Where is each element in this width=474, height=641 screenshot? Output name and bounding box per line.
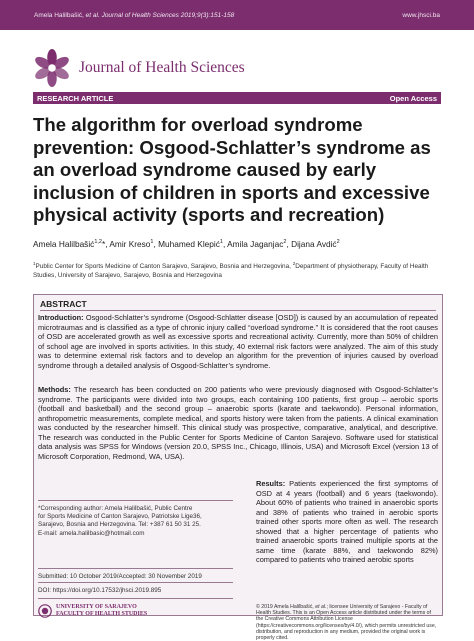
author-affiliation-mark: 2	[283, 239, 287, 246]
affiliation-text: Public Center for Sports Medicine of Canton Sarajevo, Sarajevo, Bosnia and Herzegovina,	[35, 263, 293, 271]
abstract-divider	[40, 310, 436, 311]
abstract-results	[256, 479, 438, 565]
abstract-heading: ABSTRACT	[40, 299, 87, 309]
corresponding-line: for Sports Medicine of Canton Sarajevo, Patriotske Lige36,	[38, 513, 202, 521]
license-notice	[256, 604, 438, 641]
license-etal: et al.	[315, 604, 327, 610]
introduction-text: Osgood-Schlatter’s syndrome (Osgood-Schlatter disease [OSD]) is caused by an accumulation of repeated microtraumas and is classified as a type of chronic injury called “overload syndrome.” It is considered that the root causes of OSD are accelerated growth as well as excessive sports and recreational activity. Currently, more than 50% of children of school age are involved in sports activities. In this study, 40 external risk factors were analyzed. The aim of this study was to determine external risk factors and to develop an algorithm for the prevention of injuries caused by overload syndrome through a detailed analysis of Osgood-Schlatter’s syndrome.	[38, 313, 438, 370]
author-name: Amir Kreso	[109, 239, 151, 249]
author-name: Amela Halilbašić	[33, 239, 95, 249]
journal-name: Journal of Health Sciences	[79, 59, 245, 76]
author-affiliation-mark: 1	[219, 239, 223, 246]
corresponding-line: Sarajevo, Bosnia and Herzegovina. Tel: +387 61 50 31 25.	[38, 521, 201, 529]
methods-text: The research has been conducted on 200 patients who were previously diagnosed with Osgood-Schlatter’s syndrome. The participants were divided into two groups, each containing 100 patients, first group – aerobic sports (football and basketball) and the second group – anaerobic sports (karate and taekwondo). Personal information, anthropometric measurements, complete medical, and sports history were taken from the patients. A clinical examination was conducted by the researcher himself. This clinical study was prospective, comparative, analytical, and descriptive. The research was conducted in the Public Center for Sports Medicine of Canton Sarajevo. Software used for statistical data analysis was SPSS for Windows (version 20.0, SPSS Inc., Chicago, Illinois, USA) and Microsoft Excel (version 13 of Microsoft Corporation, Redmond, WA, USA).	[38, 385, 438, 461]
divider	[38, 568, 233, 569]
results-label: Results:	[256, 479, 286, 488]
corresponding-author	[38, 505, 228, 538]
affiliation-mark: 2	[292, 261, 296, 266]
abstract-methods	[38, 385, 438, 461]
university-line: UNIVERSITY OF SARAJEVO	[56, 604, 137, 610]
author-name: Amila Jaganjac	[227, 239, 284, 249]
university-name	[56, 604, 147, 618]
corresponding-mark: *	[101, 239, 106, 249]
divider	[38, 500, 233, 501]
citation-etal: et al.	[85, 12, 100, 19]
article-type-label: RESEARCH ARTICLE	[37, 93, 114, 103]
citation-line	[34, 12, 234, 19]
journal-masthead	[33, 48, 245, 88]
author-name: Dijana Avdić	[291, 239, 337, 249]
author-affiliation-mark: 1	[150, 239, 154, 246]
author-list: Amela Halilbašić$^{1,2}$*, Amir Kreso$^1$, Muhamed Klepić$^1$, Amila Jaganjac$^2$, Dijana Avdić$^2$	[33, 239, 340, 249]
journal-website-link[interactable]: www.jhsci.ba	[402, 12, 440, 19]
article-type-bar	[33, 92, 441, 104]
divider	[38, 582, 233, 583]
methods-label: Methods:	[38, 385, 71, 394]
license-body: ; licensee University of Sarajevo - Faculty of Health Studies. This is an Open Access article distributed under the terms of the Creative Commons Attribution License (https://creativecommons.org/licenses/by/4.0/), which permits unrestricted use, distribution, and reproduction in any medium, provided the original work is properly cited.	[256, 604, 437, 641]
author-affiliation-mark: 2	[336, 239, 340, 246]
faculty-line: FACULTY OF HEALTH STUDIES	[56, 611, 148, 617]
affiliation-text: Department of physiotherapy, Faculty of Health Studies, University of Sarajevo, Sarajevo, Bosnia and Herzegovina	[33, 263, 429, 280]
license-prefix: © 2019 Amela Halilbašić,	[256, 604, 316, 610]
author-name: Muhamed Klepić	[158, 239, 220, 249]
divider	[38, 598, 233, 599]
citation-source: Journal of Health Sciences 2019;9(3):151-158	[99, 12, 235, 19]
university-seal-icon	[38, 604, 52, 618]
introduction-label: Introduction:	[38, 313, 84, 322]
top-banner	[0, 0, 474, 30]
open-access-label: Open Access	[389, 93, 437, 103]
journal-flower-logo-icon	[33, 49, 71, 87]
corresponding-email[interactable]: E-mail: amela.halilbasic@hotmail.com	[38, 529, 145, 537]
author-affiliation-mark: 1,2	[94, 239, 102, 246]
results-text: Patients experienced the first symptoms of OSD at 4 years (football) and 6 years (taekwondo). About 60% of patients who trained in anaerobic sports and 38% of patients who trained in aerobic sports trained other sports more often as well. The research showed that a higher percentage of patients who trained anaerobic sports trained multiple sports at the same time (karate 88%, and taekwondo 82%) compared to patients who trained aerobic sports	[256, 479, 438, 564]
affiliation-mark: 1	[33, 261, 36, 266]
university-logo-block	[38, 604, 147, 618]
submission-dates: Submitted: 10 October 2019/Accepted: 30 November 2019	[38, 573, 202, 580]
citation-author: Amela Halilbašić,	[34, 12, 86, 19]
article-title: The algorithm for overload syndrome prevention: Osgood-Schlatter’s syndrome as an overload syndrome caused by early inclusion of children in sports and excessive physical activity (sports and recreation)	[33, 114, 431, 225]
affiliations	[33, 259, 445, 280]
abstract-introduction	[38, 313, 438, 370]
doi-link[interactable]: DOI: https://doi.org/10.17532/jhsci.2019.895	[38, 587, 162, 594]
corresponding-line: *Corresponding author: Amela Halilbašić, Public Centre	[38, 505, 193, 512]
